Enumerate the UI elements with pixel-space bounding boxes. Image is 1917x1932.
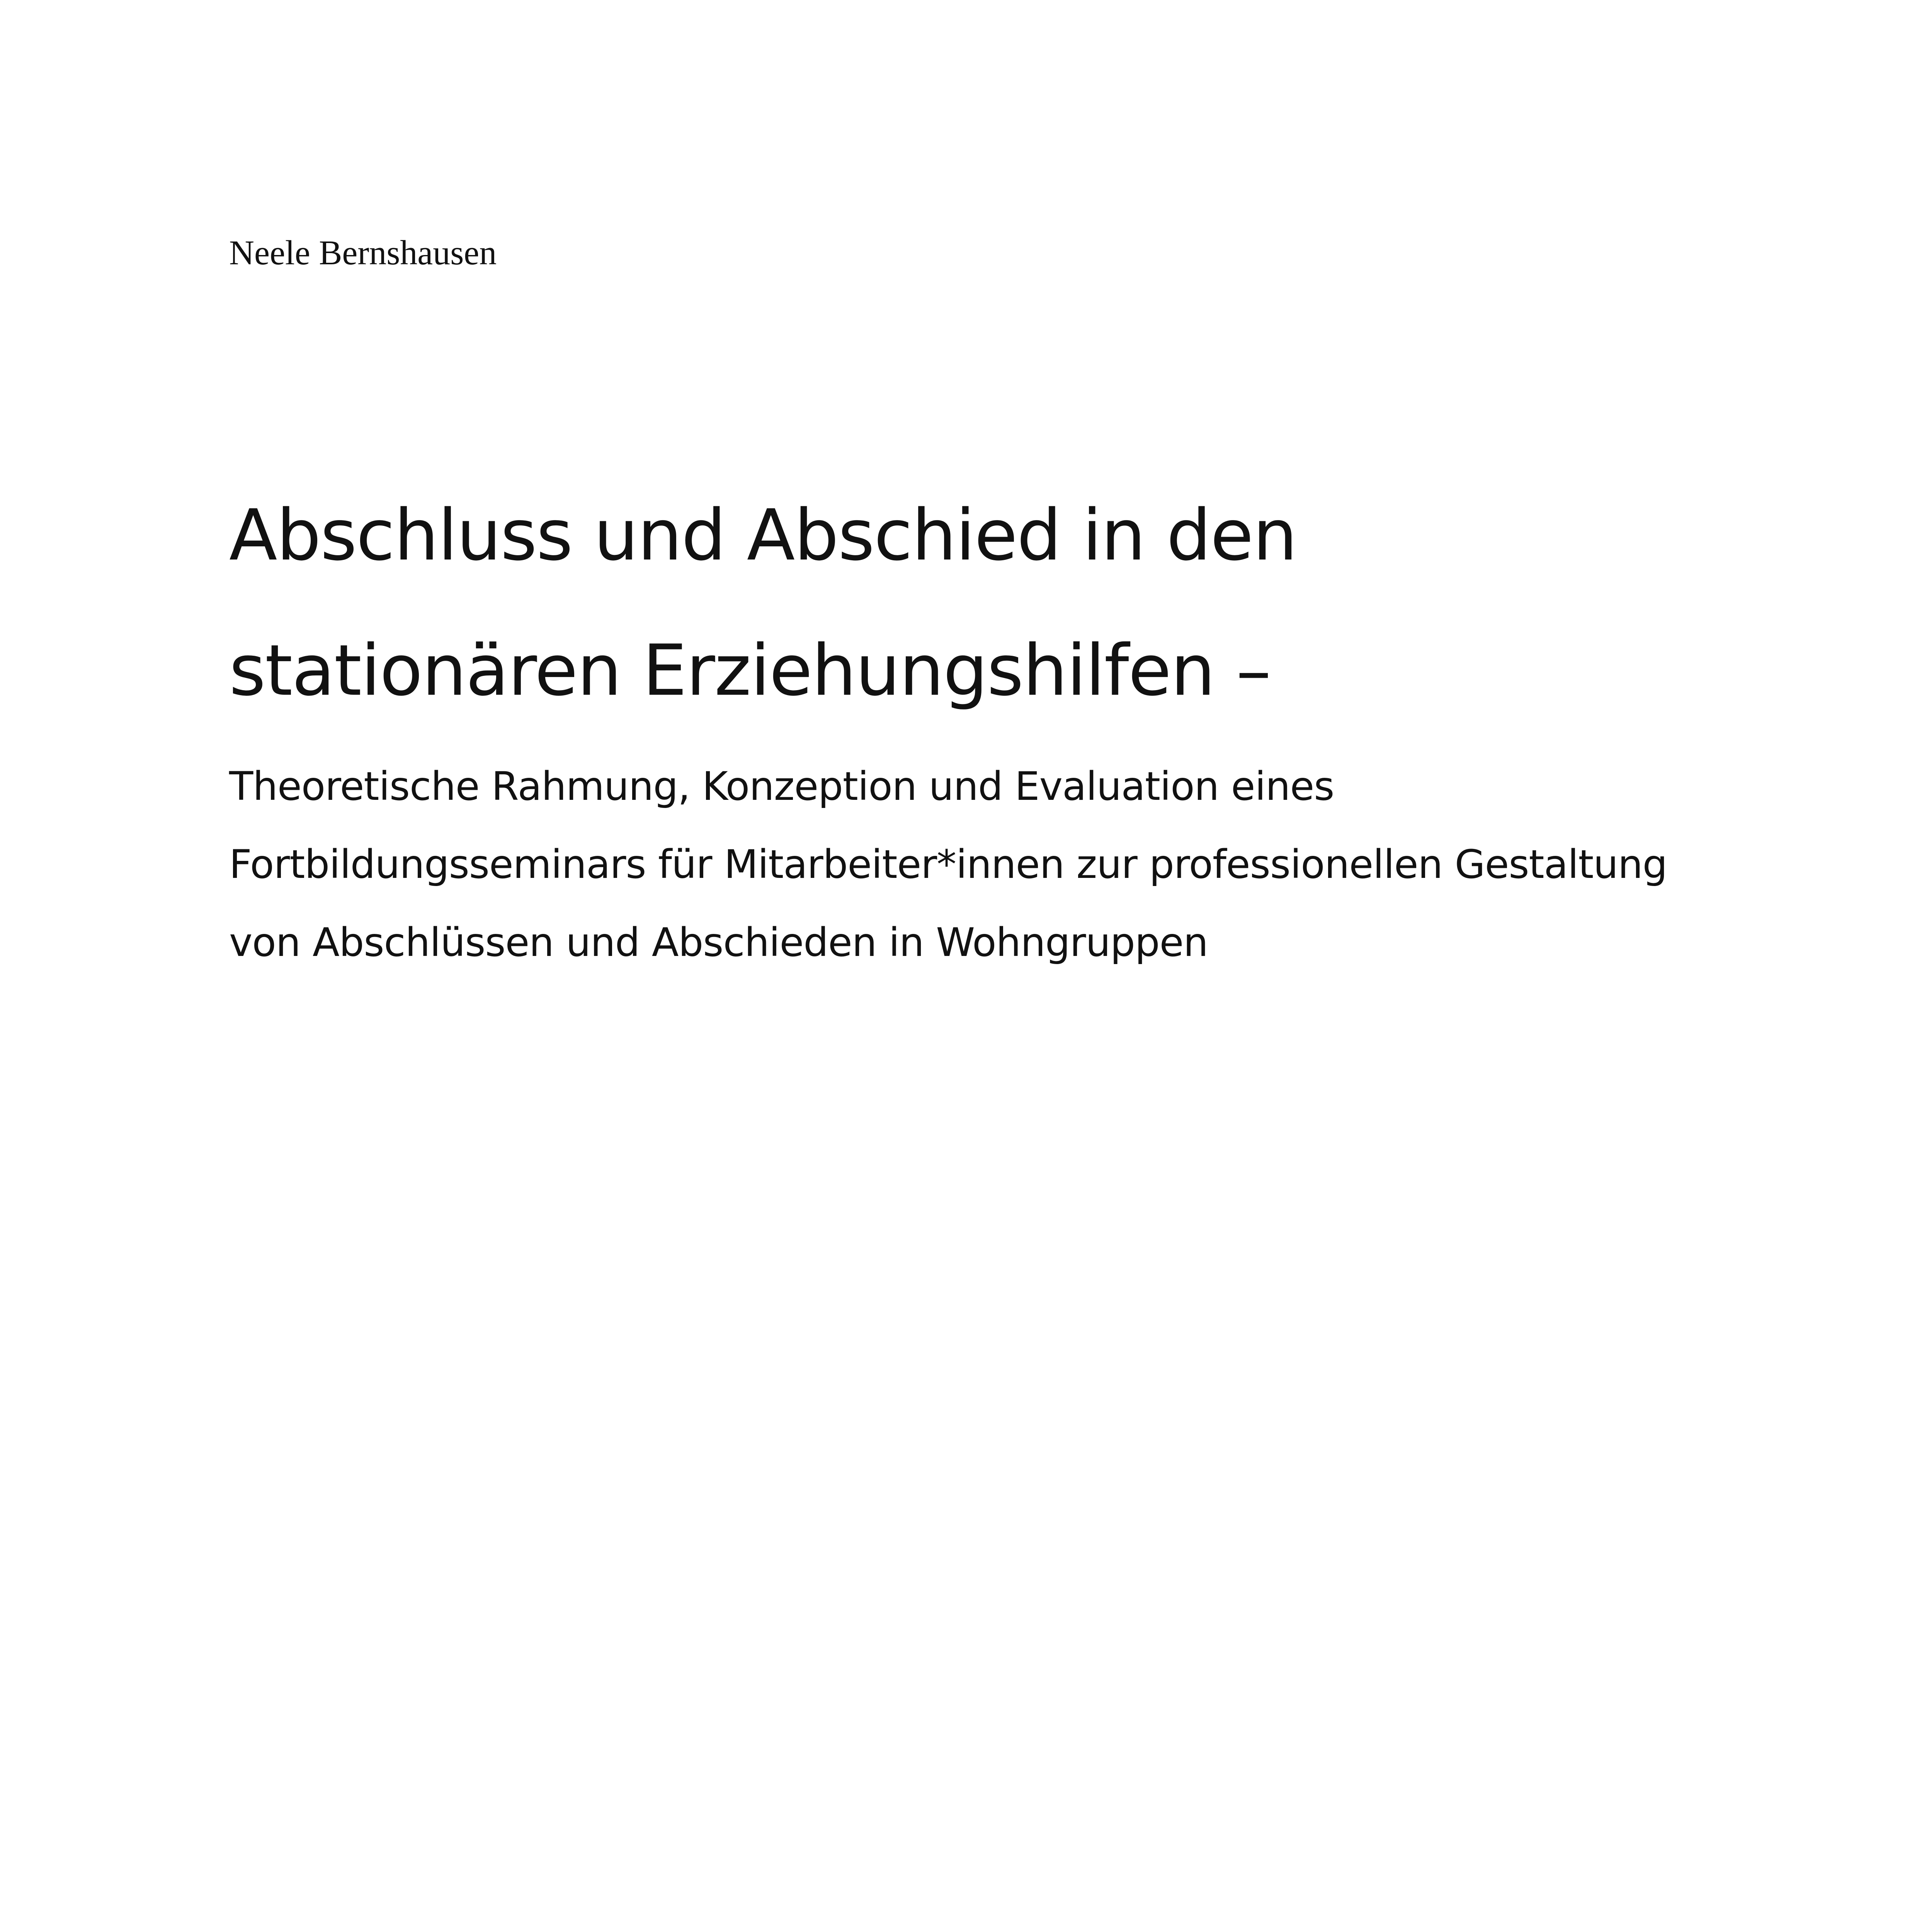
subtitle-line: von Abschlüssen und Abschieden in Wohngruppen bbox=[229, 920, 1208, 966]
subtitle-line: Theoretische Rahmung, Konzeption und Evaluation eines bbox=[229, 764, 1334, 810]
page-subtitle bbox=[229, 748, 1667, 982]
title-line: Abschluss und Abschied in den bbox=[229, 494, 1297, 576]
subtitle-line: Fortbildungsseminars für Mitarbeiter*innen zur professionellen Gestaltung bbox=[229, 842, 1667, 888]
author-name: Neele Bernshausen bbox=[229, 234, 497, 272]
page-title bbox=[229, 468, 1297, 738]
title-line: stationären Erziehungshilfen – bbox=[229, 629, 1271, 711]
